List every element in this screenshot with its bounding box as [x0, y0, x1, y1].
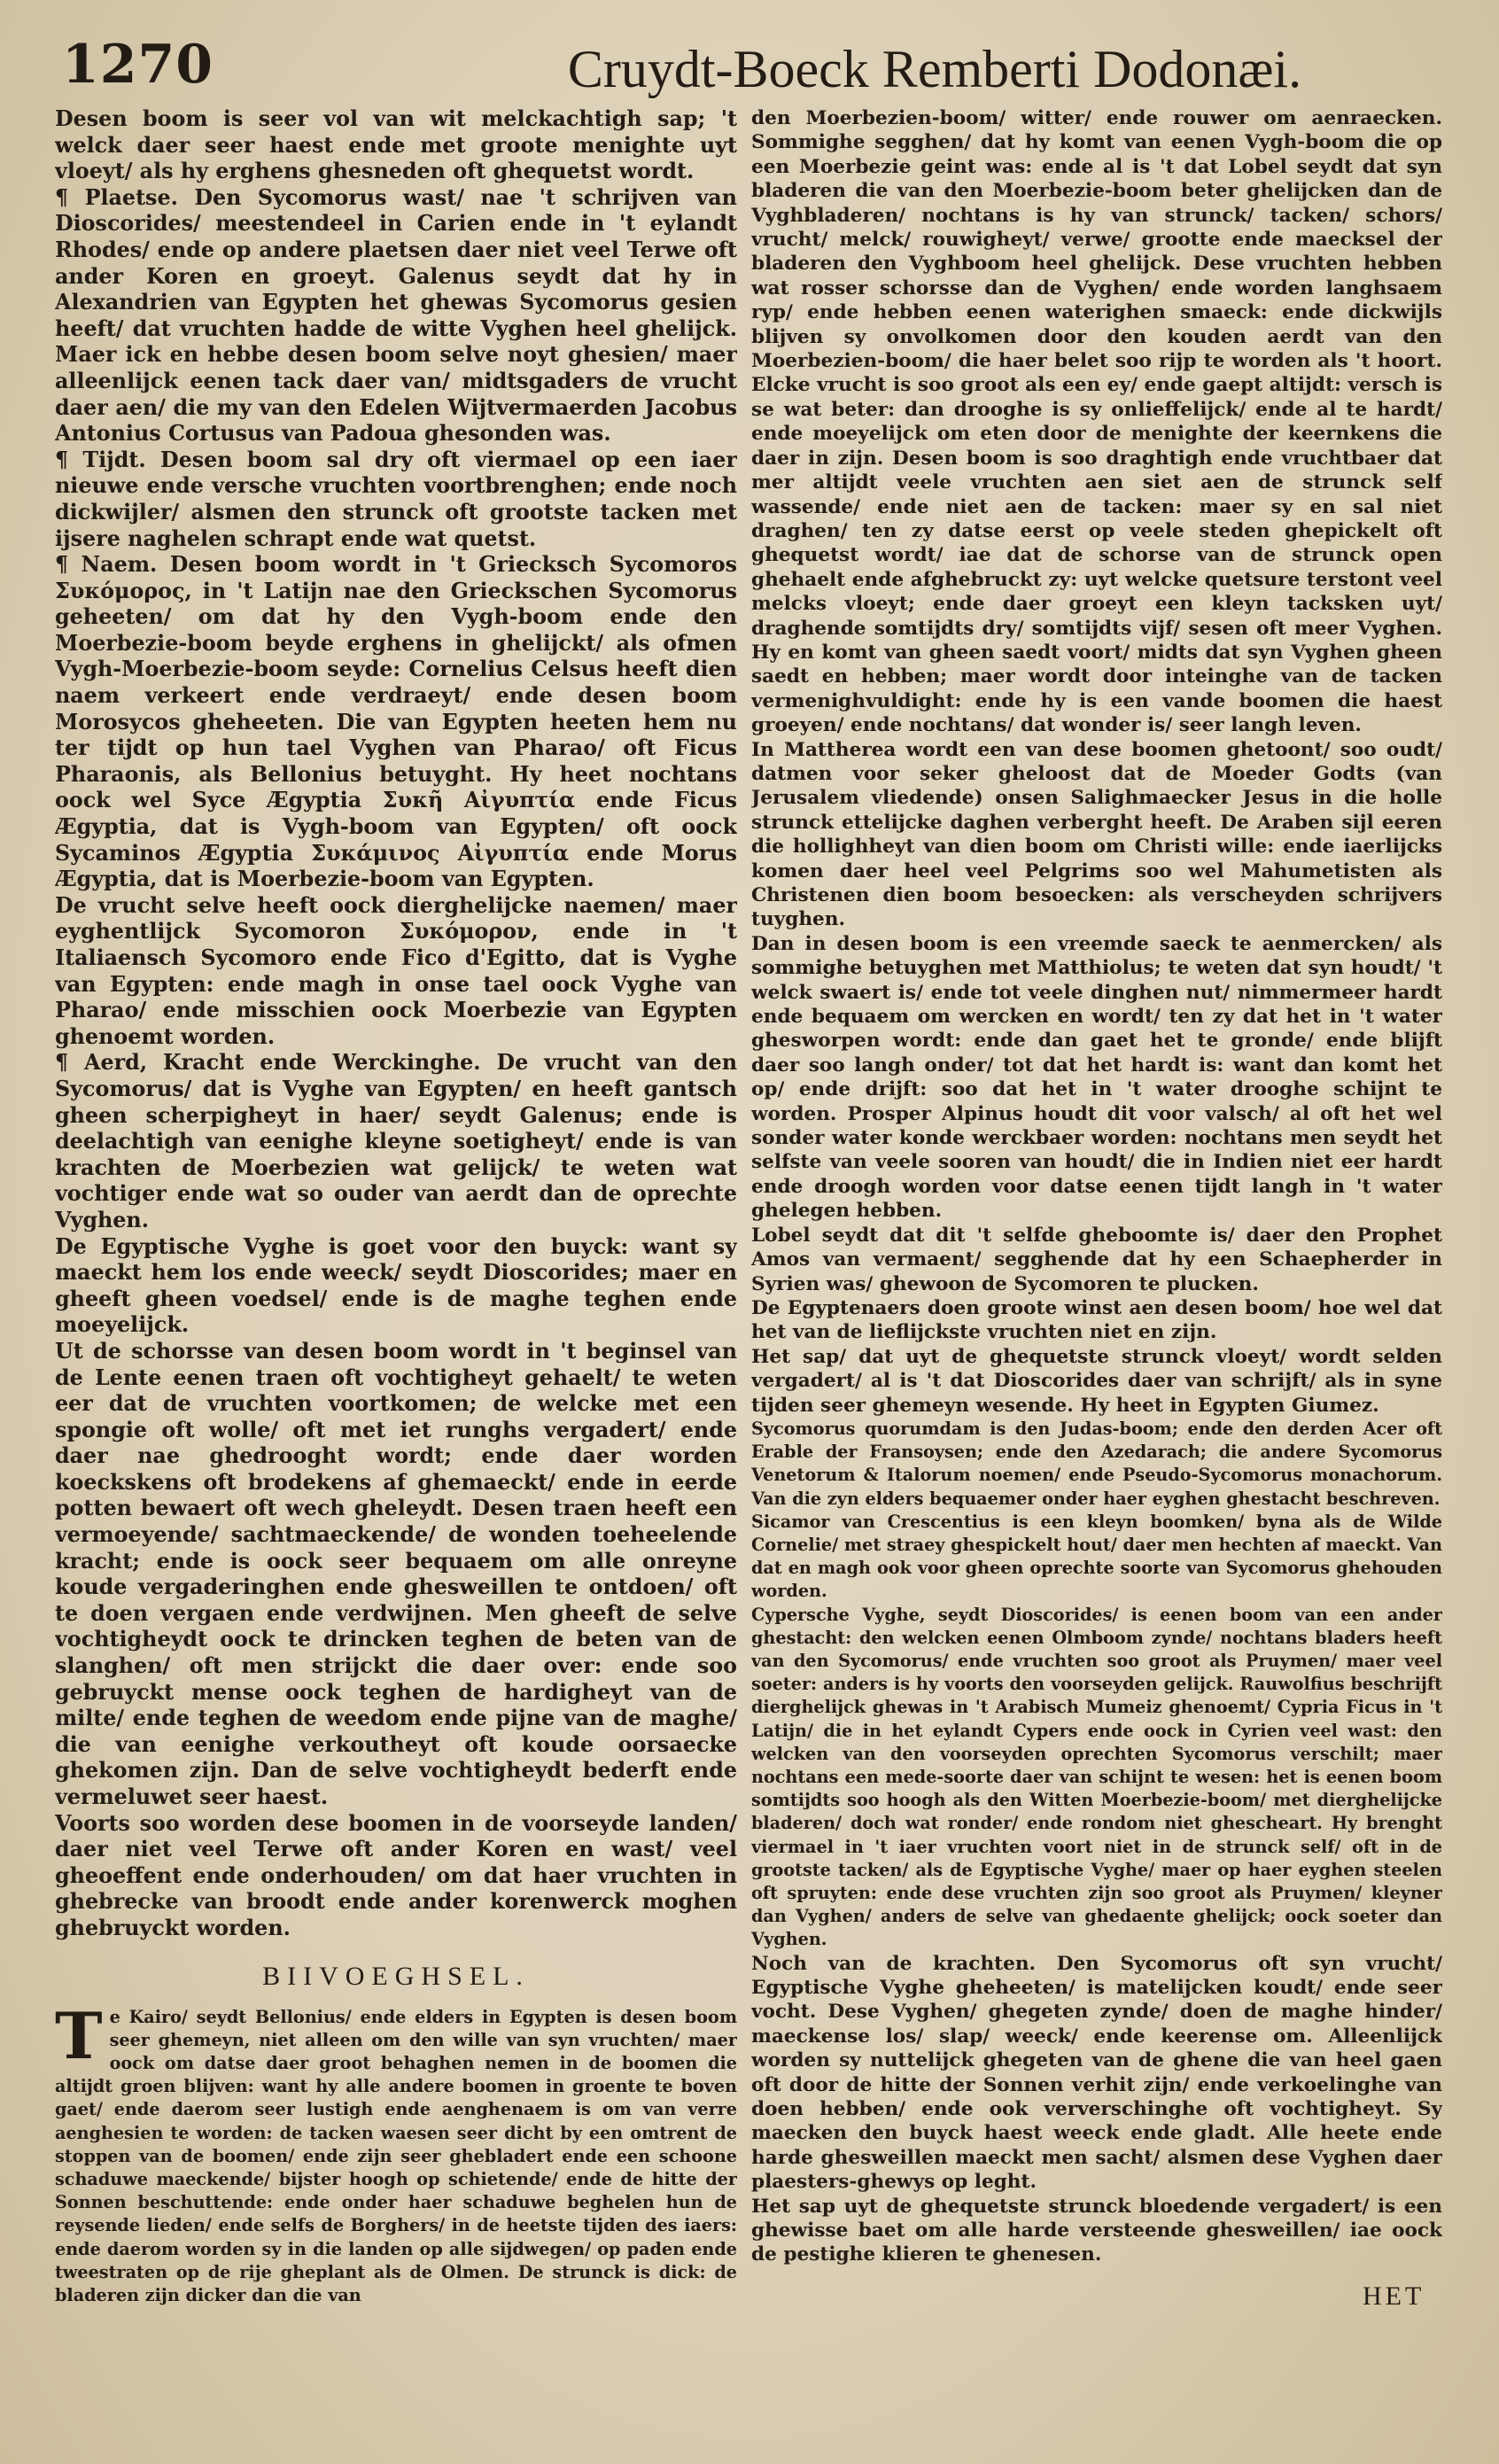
body-paragraph: Noch van de krachten. Den Sycomorus oft syn vrucht/ Egyptische Vyghe gheheeten/ is matelijcken koudt/ ende seer vocht. Dese Vyghen/ ghegeten zynde/ doen de maghe hinder/ maeckense los/ slap/ weeck/ ende keerense om. Alleenlijck worden sy nuttelijck ghegeten van de ghene die van heel gaen oft door de hitte der Sonnen verhit zijn/ ende verkoelinghe van doen hebben/ ende ook ververschinghe oft vochtigheyt. Sy maecken den buyck haest weeck ende gladt. Alle heete ende harde ghesweillen maeckt men sacht/ alsmen dese Vyghen daer plaesters-ghewys op leght.	[751, 1952, 1442, 2194]
body-paragraph: ¶ Tijdt. Desen boom sal dry oft viermael op een iaer nieuwe ende versche vruchten voortbrenghen; ende noch dickwijler/ alsmen den strunck oft grootste tacken met ijsere naghelen schrapt ende wat quetst.	[55, 447, 737, 551]
right-column	[751, 106, 1442, 2268]
body-paragraph	[751, 2267, 1442, 2268]
body-paragraph: Sycomorus quorumdam is den Judas-boom; ende den derden Acer oft Erable der Fransoysen; ende den Azedarach; die andere Sycomorus Venetorum & Italorum noemen/ ende Pseudo-Sycomorus monachorum. Van die zyn elders bequaemer onder haer eyghen ghestacht beschreven.	[751, 1418, 1442, 1509]
addendum-text: e Kairo/ seydt Bellonius/ ende elders in Egypten is desen boom seer ghemeyn, niet alleen om den wille van syn vruchten/ maer oock om datse daer groot behaghen nemen in de boomen die altijdt groen blijven: want hy alle andere boomen in groente te boven gaet/ ende daerom seer lustigh ende aenghenaem is om van verre aenghesien te worden: de tacken waesen seer dicht by een omtrent de stoppen van de boomen/ ende zijn seer ghebladert ende een schoone schaduwe maeckende/ bijster hoogh op schietende/ ende de hitte der Sonnen beschuttende: ende onder haer schaduwe beghelen hun de reysende lieden/ ende selfs de Borghers/ in de heetste tijden des iaers: ende daerom worden sy in die landen op alle sijdwegen/ op paden ende tweestraten op de rije gheplant als de Olmen. De strunck is dick: de bladeren zijn dicker dan die van	[55, 2006, 737, 2305]
body-paragraph: Lobel seydt dat dit 't selfde gheboomte is/ daer den Prophet Amos van vermaent/ segghende dat hy een Schaepherder in Syrien was/ ghewoon de Sycomoren te plucken.	[751, 1224, 1442, 1295]
body-paragraph: Cypersche Vyghe, seydt Dioscorides/ is eenen boom van een ander ghestacht: den welcken eenen Olmboom zynde/ nochtans bladers heeft van den Sycomorus/ ende vruchten soo groot als Pruymen/ maer veel soeter: anders is hy voorts den voorseyden gelijck. Rauwolfius beschrijft dierghelijck ghewas in 't Arabisch Mumeiz ghenoemt/ Cypria Ficus in 't Latijn/ die in het eylandt Cypers ende oock in Cyrien veel wast: den welcken van den voorseyden oprechten Sycomorus verschilt; maer nochtans een mede-soorte daer van schijnt te wesen: het is eenen boom somtijdts soo hoogh als den Witten Moerbezie-boom/ met dierghelijcke bladeren/ doch wat ronder/ ende rondom niet ghescheart. Hy brenght viermael in 't iaer vruchten voort niet in de strunck self/ oft in de grootste tacken/ als de Egyptische Vyghe/ maer op haer eyghen steelen oft spruyten: ende dese vruchten zijn soo groot als Pruymen/ kleyner dan Vyghen/ anders de selve van ghedaente ghelijck; oock soeter dan Vyghen.	[751, 1604, 1442, 1950]
body-paragraph: Desen boom is seer vol van wit melckachtigh sap; 't welck daer seer haest ende met groote menighte uyt vloeyt/ als hy erghens ghesneden oft ghequetst wordt.	[55, 106, 737, 184]
body-paragraph: Het sap uyt de ghequetste strunck bloedende vergadert/ is een ghewisse baet om alle harde versteende ghesweillen/ iae oock de pestighe klieren te ghenesen.	[751, 2195, 1442, 2266]
page-number: 1270	[62, 34, 214, 96]
body-paragraph: De vrucht selve heeft oock dierghelijcke naemen/ maer eyghentlijck Sycomoron Συκόμορον, ende in 't Italiaensch Sycomoro ende Fico d'Egitto, dat is Vyghe van Egypten: ende magh in onse tael oock Vyghe van Pharao/ ende misschien oock Moerbezie van Egypten ghenoemt worden.	[55, 892, 737, 1049]
body-paragraph: ¶ Aerd, Kracht ende Werckinghe. De vrucht van den Sycomorus/ dat is Vyghe van Egypten/ en heeft gantsch gheen scherpigheyt in haer/ seydt Galenus; ende is deelachtigh van eenighe kleyne soetigheyt/ ende is van krachten de Moerbezien wat gelijck/ te weten wat vochtiger ende wat so ouder van aerdt dan de oprechte Vyghen.	[55, 1050, 737, 1232]
addendum-paragraph	[55, 1997, 737, 2308]
body-paragraph: ¶ Naem. Desen boom wordt in 't Griecksch Sycomoros Συκόμορος, in 't Latijn nae den Grieckschen Sycomorus geheeten/ om dat hy den Vygh-boom ende den Moerbezie-boom beyde erghens in ghelijckt/ als ofmen Vygh-Moerbezie-boom seyde: Cornelius Celsus heeft dien naem verkeert ende verdraeyt/ ende desen boom Morosycos gheheeten. Die van Egypten heeten hem nu ter tijdt op hun tael Vyghen van Pharao/ oft Ficus Pharaonis, als Bellonius betuyght. Hy heet nochtans oock wel Syce Ægyptia Συκῆ Αἰγυπτία ende Ficus Ægyptia, dat is Vygh-boom van Egypten/ oft oock Sycaminos Ægyptia Συκάμινος Αἰγυπτία ende Morus Ægyptia, dat is Moerbezie-boom van Egypten.	[55, 552, 737, 892]
body-paragraph: den Moerbezien-boom/ witter/ ende rouwer om aenraecken. Sommighe segghen/ dat hy komt van eenen Vygh-boom die op een Moerbezie geint was: ende al is 't dat Lobel seydt dat syn bladeren die van den Moerbezie-boom beter ghelijcken dan de Vyghbladeren/ nochtans is hy van strunck/ tacken/ schors/ vrucht/ melck/ rouwigheyt/ verwe/ grootte ende maecksel der bladeren den Vyghboom heel ghelijck. Dese vruchten hebben wat rosser schorsse dan de Vyghen/ ende worden langhsaem ryp/ ende hebben eenen waterighen smaeck: ende dickwijls blijven sy onvolkomen door den kouden aerdt van den Moerbezien-boom/ die haer belet soo rijp te worden als 't hoort. Elcke vrucht is soo groot als een ey/ ende gaept altijdt: versch is se wat beter: dan drooghe is sy onlieffelijck/ ende al te hardt/ ende moeyelijck om eten door de menighte der keernkens die daer in zijn. Desen boom is soo draghtigh ende vruchtbaer dat mer altijdt veele vruchten aen siet aen de strunck self wassende/ ende niet aen de tacken: maer sy en sal niet draghen/ ten zy datse eerst op veele steden ghepickelt oft ghequetst wordt/ iae dat de schorse van de strunck open ghehaelt ende afghebruckt zy: uyt welcke quetsure terstont veel melcks vloeyt; ende daer groeyt een kleyn tacksken uyt/ draghende somtijdts dry/ somtijdts vijf/ sesen oft meer Vyghen. Hy en komt van gheen saedt voort/ midts dat syn Vyghen gheen saedt en hebben; maer wordt door inteinghe van de tacken vermenighvuldight: ende hy is een vande boomen die haest groeyen/ ende nochtans/ dat wonder is/ seer langh leven.	[751, 107, 1442, 737]
body-paragraph: Het sap/ dat uyt de ghequetste strunck vloeyt/ wordt selden vergadert/ al is 't dat Dioscorides daer van schrijft/ als in syne tijden seer ghemeyn wesende. Hy heet in Egypten Giumez.	[751, 1345, 1442, 1417]
body-paragraph: Voorts soo worden dese boomen in de voorseyde landen/ daer niet veel Terwe oft ander Koren en wast/ veel gheoeffent ende onderhouden/ om dat haer vruchten in ghebrecke van broodt ende ander korenwerck moghen ghebruyckt worden.	[55, 1810, 737, 1940]
body-paragraph: ¶ Plaetse. Den Sycomorus wast/ nae 't schrijven van Dioscorides/ meestendeel in Carien ende in 't eylandt Rhodes/ ende op andere plaetsen daer niet veel Terwe oft ander Koren en groeyt. Galenus seydt dat hy in Alexandrien van Egypten het ghewas Sycomorus gesien heeft/ dat vruchten hadde de witte Vyghen heel ghelijck. Maer ick en hebbe desen boom selve noyt ghesien/ maer alleenlijck eenen tack daer van/ midtsgaders de vrucht daer aen/ die my van den Edelen Wijtvermaerden Jacobus Antonius Cortusus van Padoua ghesonden was.	[55, 184, 737, 447]
section-heading: BIIVOEGHSEL.	[262, 1961, 530, 1991]
catchword: HET	[1363, 2281, 1425, 2311]
running-title: Cruydt-Boeck Remberti Dodonæi.	[567, 40, 1302, 98]
body-paragraph: De Egyptische Vyghe is goet voor den buyck: want sy maeckt hem los ende weeck/ seydt Dioscorides; maer en gheeft gheen voedsel/ ende is de maghe teghen ende moeyelijck.	[55, 1233, 737, 1338]
body-paragraph: Dan in desen boom is een vreemde saeck te aenmercken/ als sommighe betuyghen met Matthiolus; te weten dat syn houdt/ 't welck swaert is/ ende tot veele dinghen nut/ nimmermeer hardt ende bequaem om wercken en wordt/ ten zy dat het in 't water ghesworpen wordt: ende dan gaet het te gronde/ ende blijft daer soo langh onder/ tot dat het hardt is: want dan komt het op/ ende drijft: soo dat het in 't water drooghe schijnt te worden. Prosper Alpinus houdt dit voor valsch/ al oft het wel sonder water konde werckbaer worden: nochtans men seydt het selfste van veele sooren van houdt/ die in Indien niet eer hardt ende droogh worden voor datse eenen tijdt langh in 't water ghelegen hebben.	[751, 932, 1442, 1223]
drop-cap: T	[55, 1997, 103, 2073]
body-paragraph: Sicamor van Crescentius is een kleyn boomken/ byna als de Wilde Cornelie/ met straey ghespickelt hout/ daer men hechten af maeckt. Van dat en magh ook voor gheen oprechte soorte van Sycomorus ghehouden worden.	[751, 1511, 1442, 1602]
left-column	[55, 106, 737, 2401]
body-paragraph: De Egyptenaers doen groote winst aen desen boom/ hoe wel dat het van de lieflijckste vruchten niet en zijn.	[751, 1296, 1442, 1344]
body-paragraph: Ut de schorsse van desen boom wordt in 't beginsel van de Lente eenen traen oft vochtigheyt gehaelt/ te weten eer dat de vruchten voortkomen; de welcke met een spongie oft wolle/ oft met iet runghs vergadert/ ende daer nae ghedrooght wordt; ende daer worden koeckskens oft brodekens af ghemaeckt/ ende in eerde potten bewaert oft wech gheleydt. Desen traen heeft een vermoeyende/ sachtmaeckende/ de wonden toeheelende kracht; ende is oock seer bequaem om alle onreyne koude vergaderinghen ende ghesweillen te ontdoen/ oft te doen vergaen ende verdwijnen. Men gheeft de selve vochtigheydt oock te drincken teghen de beten van de slanghen/ oft men strijckt die daer over: ende soo gebruyckt mense oock teghen de hardigheyt van de milte/ ende teghen de weedom ende pijne van de maghe/ die van eenighe verkoutheyt oft koude oorsaecke ghekomen zijn. Dan de selve vochtigheydt bederft ende vermeluwet seer haest.	[55, 1338, 737, 1809]
body-paragraph: In Mattherea wordt een van dese boomen ghetoont/ soo oudt/ datmen voor seker gheloost dat de Moeder Godts (van Jerusalem vliedende) onsen Salighmaecker Jesus in die holle strunck ettelijcke daghen verberght heeft. De Araben sijl eeren die hollighheyt van dien boom om Christi wille: ende iaerlijcks komen daer heel veel Pelgrims soo wel Mahumetisten als Christenen dien boom besoecken: als verscheyden schrijvers tuyghen.	[751, 738, 1442, 931]
